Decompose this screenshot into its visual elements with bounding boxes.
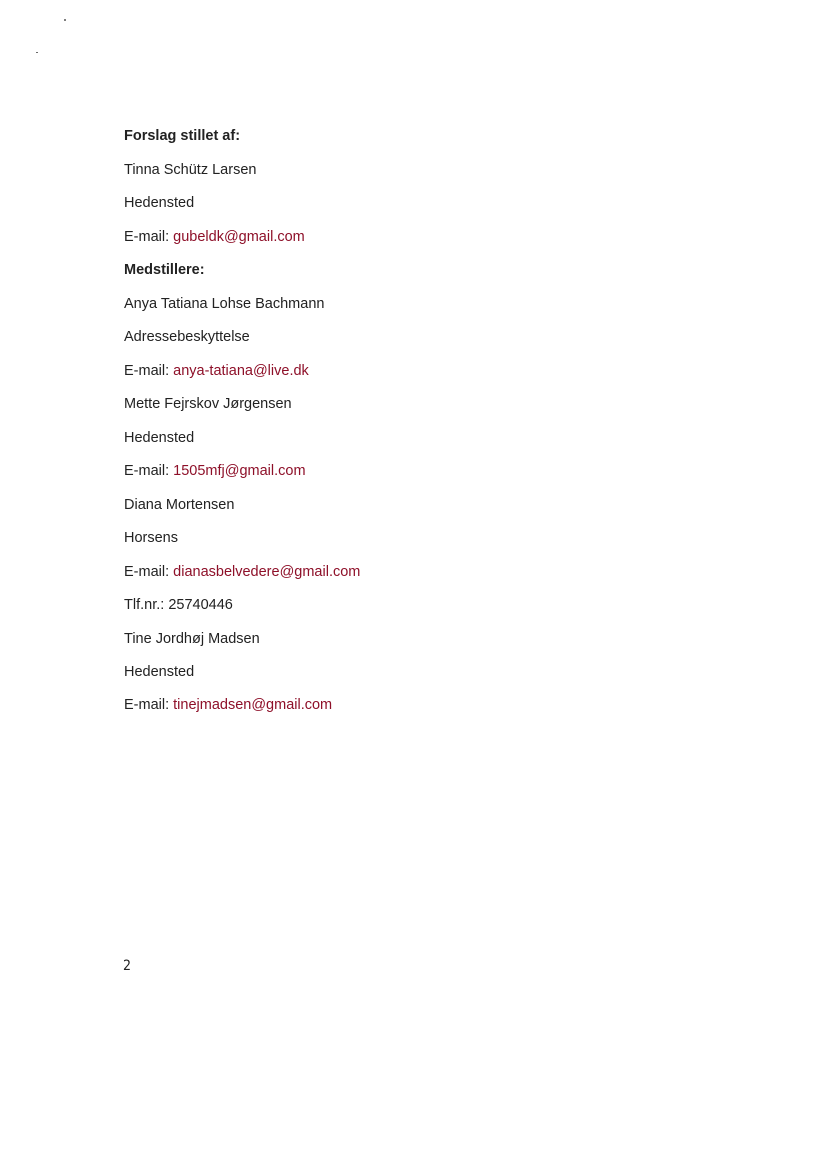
co-signer-name: Anya Tatiana Lohse Bachmann [124,296,325,312]
proposer-name: Tinna Schütz Larsen [124,162,257,178]
co-signer-city: Adressebeskyttelse [124,329,250,345]
co-signer-name: Tine Jordhøj Madsen [124,631,260,647]
email-label: E-mail: [124,564,170,580]
co-signer-city: Hedensted [124,430,195,446]
co-signer-email-line [124,696,332,714]
proposer-email-link[interactable]: gubeldk@gmail.com [173,229,305,245]
proposer-email-line [124,228,305,246]
co-signer-email-line [124,563,360,581]
co-signer-name: Mette Fejrskov Jørgensen [124,396,292,412]
co-signer-email-line [124,462,306,480]
email-label: E-mail: [124,363,170,379]
co-signer-email-link[interactable]: anya-tatiana@live.dk [173,363,309,379]
proposer-heading: Forslag stillet af: [124,128,241,144]
scan-speck [64,19,66,21]
page-number: 2 [123,958,132,974]
co-signer-city: Hedensted [124,664,195,680]
co-signer-city: Horsens [124,530,178,546]
co-signer-email-link[interactable]: 1505mfj@gmail.com [173,463,306,479]
co-signer-name: Diana Mortensen [124,497,235,513]
co-signer-email-link[interactable]: dianasbelvedere@gmail.com [173,564,361,580]
co-signer-email-line [124,362,309,380]
co-signer-email-link[interactable]: tinejmadsen@gmail.com [173,697,333,713]
scan-speck [36,52,38,53]
email-label: E-mail: [124,463,170,479]
email-label: E-mail: [124,229,170,245]
co-signers-heading: Medstillere: [124,262,205,278]
proposer-city: Hedensted [124,195,195,211]
email-label: E-mail: [124,697,170,713]
co-signer-phone: Tlf.nr.: 25740446 [124,597,233,613]
